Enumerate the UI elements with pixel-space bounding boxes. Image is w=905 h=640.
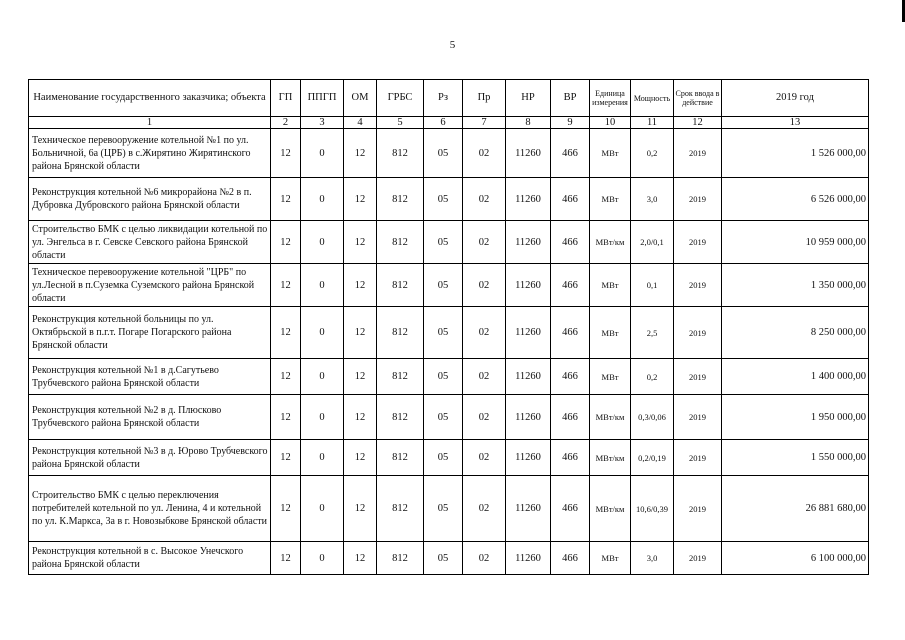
ppgp-cell: 0 — [301, 129, 344, 178]
amount-2019-cell: 6 100 000,00 — [722, 542, 869, 575]
column-number-cell: 13 — [722, 117, 869, 129]
om-cell: 12 — [344, 395, 377, 440]
grbs-cell: 812 — [377, 476, 424, 542]
nr-cell: 11260 — [506, 307, 551, 359]
commission-year-cell: 2019 — [674, 359, 722, 395]
amount-2019-cell: 1 526 000,00 — [722, 129, 869, 178]
gp-cell: 12 — [271, 395, 301, 440]
vr-cell: 466 — [551, 307, 590, 359]
capacity-cell: 0,3/0,06 — [631, 395, 674, 440]
column-number-cell: 9 — [551, 117, 590, 129]
column-number-cell: 6 — [424, 117, 463, 129]
object-name-cell: Реконструкция котельной №2 в д. Плюсково Трубчевского района Брянской области — [29, 395, 271, 440]
unit-cell: МВт — [590, 129, 631, 178]
om-cell: 12 — [344, 440, 377, 476]
amount-2019-cell: 1 350 000,00 — [722, 264, 869, 307]
capacity-cell: 10,6/0,39 — [631, 476, 674, 542]
column-number-cell: 10 — [590, 117, 631, 129]
vr-cell: 466 — [551, 440, 590, 476]
header-cell: Срок ввода в действие — [674, 80, 722, 117]
grbs-cell: 812 — [377, 307, 424, 359]
object-name-cell: Реконструкция котельной больницы по ул. Октябрьской в п.г.т. Погаре Погарского района Брянской области — [29, 307, 271, 359]
pr-cell: 02 — [463, 178, 506, 221]
header-cell: Наименование государственного заказчика; объекта — [29, 80, 271, 117]
nr-cell: 11260 — [506, 542, 551, 575]
header-cell: НР — [506, 80, 551, 117]
grbs-cell: 812 — [377, 440, 424, 476]
om-cell: 12 — [344, 129, 377, 178]
gp-cell: 12 — [271, 307, 301, 359]
ppgp-cell: 0 — [301, 395, 344, 440]
unit-cell: МВт — [590, 264, 631, 307]
ppgp-cell: 0 — [301, 178, 344, 221]
object-name-cell: Строительство БМК с целью переключения потребителей котельной по ул. Ленина, 4 и котельной по ул. К.Маркса, 3а в г. Новозыбкове Брянской области — [29, 476, 271, 542]
rz-cell: 05 — [424, 221, 463, 264]
om-cell: 12 — [344, 264, 377, 307]
column-number-cell: 4 — [344, 117, 377, 129]
table-row — [29, 359, 869, 395]
header-cell: Рз — [424, 80, 463, 117]
column-number-cell: 3 — [301, 117, 344, 129]
gp-cell: 12 — [271, 542, 301, 575]
amount-2019-cell: 26 881 680,00 — [722, 476, 869, 542]
header-cell: ГП — [271, 80, 301, 117]
rz-cell: 05 — [424, 129, 463, 178]
vr-cell: 466 — [551, 129, 590, 178]
budget-table — [28, 79, 869, 575]
column-number-cell: 12 — [674, 117, 722, 129]
commission-year-cell: 2019 — [674, 395, 722, 440]
table-row — [29, 264, 869, 307]
header-row — [29, 80, 869, 117]
nr-cell: 11260 — [506, 359, 551, 395]
commission-year-cell: 2019 — [674, 307, 722, 359]
om-cell: 12 — [344, 307, 377, 359]
table-row — [29, 476, 869, 542]
table-row — [29, 221, 869, 264]
unit-cell: МВт — [590, 542, 631, 575]
table-row — [29, 395, 869, 440]
amount-2019-cell: 6 526 000,00 — [722, 178, 869, 221]
commission-year-cell: 2019 — [674, 264, 722, 307]
gp-cell: 12 — [271, 476, 301, 542]
column-number-cell: 7 — [463, 117, 506, 129]
object-name-cell: Строительство БМК с целью ликвидации котельной по ул. Энгельса в г. Севске Севского района Брянской области — [29, 221, 271, 264]
om-cell: 12 — [344, 476, 377, 542]
table-row — [29, 542, 869, 575]
amount-2019-cell: 1 550 000,00 — [722, 440, 869, 476]
unit-cell: МВт — [590, 359, 631, 395]
amount-2019-cell: 8 250 000,00 — [722, 307, 869, 359]
capacity-cell: 2,5 — [631, 307, 674, 359]
rz-cell: 05 — [424, 359, 463, 395]
column-number-row — [29, 117, 869, 129]
object-name-cell: Техническое перевооружение котельной "ЦРБ" по ул.Лесной в п.Суземка Суземского района Брянской области — [29, 264, 271, 307]
ppgp-cell: 0 — [301, 307, 344, 359]
table-row — [29, 178, 869, 221]
ppgp-cell: 0 — [301, 440, 344, 476]
pr-cell: 02 — [463, 359, 506, 395]
capacity-cell: 3,0 — [631, 178, 674, 221]
header-cell: Мощность — [631, 80, 674, 117]
nr-cell: 11260 — [506, 440, 551, 476]
om-cell: 12 — [344, 359, 377, 395]
grbs-cell: 812 — [377, 178, 424, 221]
capacity-cell: 0,2 — [631, 129, 674, 178]
ppgp-cell: 0 — [301, 221, 344, 264]
grbs-cell: 812 — [377, 395, 424, 440]
vr-cell: 466 — [551, 178, 590, 221]
unit-cell: МВт/км — [590, 440, 631, 476]
table-row — [29, 307, 869, 359]
column-number-cell: 2 — [271, 117, 301, 129]
vr-cell: 466 — [551, 264, 590, 307]
nr-cell: 11260 — [506, 395, 551, 440]
commission-year-cell: 2019 — [674, 440, 722, 476]
ppgp-cell: 0 — [301, 264, 344, 307]
om-cell: 12 — [344, 221, 377, 264]
commission-year-cell: 2019 — [674, 221, 722, 264]
pr-cell: 02 — [463, 476, 506, 542]
unit-cell: МВт — [590, 307, 631, 359]
grbs-cell: 812 — [377, 359, 424, 395]
rz-cell: 05 — [424, 395, 463, 440]
gp-cell: 12 — [271, 359, 301, 395]
ppgp-cell: 0 — [301, 542, 344, 575]
commission-year-cell: 2019 — [674, 178, 722, 221]
pr-cell: 02 — [463, 440, 506, 476]
vr-cell: 466 — [551, 476, 590, 542]
grbs-cell: 812 — [377, 264, 424, 307]
nr-cell: 11260 — [506, 178, 551, 221]
column-number-cell: 1 — [29, 117, 271, 129]
capacity-cell: 2,0/0,1 — [631, 221, 674, 264]
rz-cell: 05 — [424, 542, 463, 575]
nr-cell: 11260 — [506, 264, 551, 307]
pr-cell: 02 — [463, 264, 506, 307]
object-name-cell: Реконструкция котельной №1 в д.Сагутьево Трубчевского района Брянской области — [29, 359, 271, 395]
ppgp-cell: 0 — [301, 476, 344, 542]
table-row — [29, 440, 869, 476]
rz-cell: 05 — [424, 264, 463, 307]
gp-cell: 12 — [271, 129, 301, 178]
om-cell: 12 — [344, 178, 377, 221]
amount-2019-cell: 10 959 000,00 — [722, 221, 869, 264]
pr-cell: 02 — [463, 307, 506, 359]
om-cell: 12 — [344, 542, 377, 575]
pr-cell: 02 — [463, 542, 506, 575]
grbs-cell: 812 — [377, 542, 424, 575]
nr-cell: 11260 — [506, 476, 551, 542]
object-name-cell: Реконструкция котельной №3 в д. Юрово Трубчевского района Брянской области — [29, 440, 271, 476]
gp-cell: 12 — [271, 221, 301, 264]
amount-2019-cell: 1 950 000,00 — [722, 395, 869, 440]
vr-cell: 466 — [551, 359, 590, 395]
object-name-cell: Реконструкция котельной №6 микрорайона №2 в п. Дубровка Дубровского района Брянской области — [29, 178, 271, 221]
commission-year-cell: 2019 — [674, 542, 722, 575]
table-row — [29, 129, 869, 178]
rz-cell: 05 — [424, 476, 463, 542]
header-cell: ГРБС — [377, 80, 424, 117]
unit-cell: МВт/км — [590, 476, 631, 542]
object-name-cell: Техническое перевооружение котельной №1 по ул. Больничной, 6а (ЦРБ) в с.Жирятино Жирятинского района Брянской области — [29, 129, 271, 178]
header-cell: 2019 год — [722, 80, 869, 117]
column-number-cell: 5 — [377, 117, 424, 129]
pr-cell: 02 — [463, 221, 506, 264]
vr-cell: 466 — [551, 221, 590, 264]
rz-cell: 05 — [424, 307, 463, 359]
column-number-cell: 11 — [631, 117, 674, 129]
page-number: 5 — [449, 39, 456, 51]
capacity-cell: 0,2 — [631, 359, 674, 395]
vr-cell: 466 — [551, 395, 590, 440]
rz-cell: 05 — [424, 440, 463, 476]
pr-cell: 02 — [463, 129, 506, 178]
table-body — [29, 129, 869, 575]
header-cell: ОМ — [344, 80, 377, 117]
capacity-cell: 3,0 — [631, 542, 674, 575]
capacity-cell: 0,1 — [631, 264, 674, 307]
amount-2019-cell: 1 400 000,00 — [722, 359, 869, 395]
pr-cell: 02 — [463, 395, 506, 440]
header-cell: ВР — [551, 80, 590, 117]
unit-cell: МВт/км — [590, 395, 631, 440]
commission-year-cell: 2019 — [674, 476, 722, 542]
header-cell: Единица измерения — [590, 80, 631, 117]
ppgp-cell: 0 — [301, 359, 344, 395]
gp-cell: 12 — [271, 264, 301, 307]
gp-cell: 12 — [271, 440, 301, 476]
column-number-cell: 8 — [506, 117, 551, 129]
grbs-cell: 812 — [377, 221, 424, 264]
grbs-cell: 812 — [377, 129, 424, 178]
unit-cell: МВт — [590, 178, 631, 221]
vr-cell: 466 — [551, 542, 590, 575]
capacity-cell: 0,2/0,19 — [631, 440, 674, 476]
nr-cell: 11260 — [506, 129, 551, 178]
gp-cell: 12 — [271, 178, 301, 221]
nr-cell: 11260 — [506, 221, 551, 264]
commission-year-cell: 2019 — [674, 129, 722, 178]
object-name-cell: Реконструкция котельной в с. Высокое Унечского района Брянской области — [29, 542, 271, 575]
rz-cell: 05 — [424, 178, 463, 221]
header-cell: Пр — [463, 80, 506, 117]
unit-cell: МВт/км — [590, 221, 631, 264]
header-cell: ППГП — [301, 80, 344, 117]
